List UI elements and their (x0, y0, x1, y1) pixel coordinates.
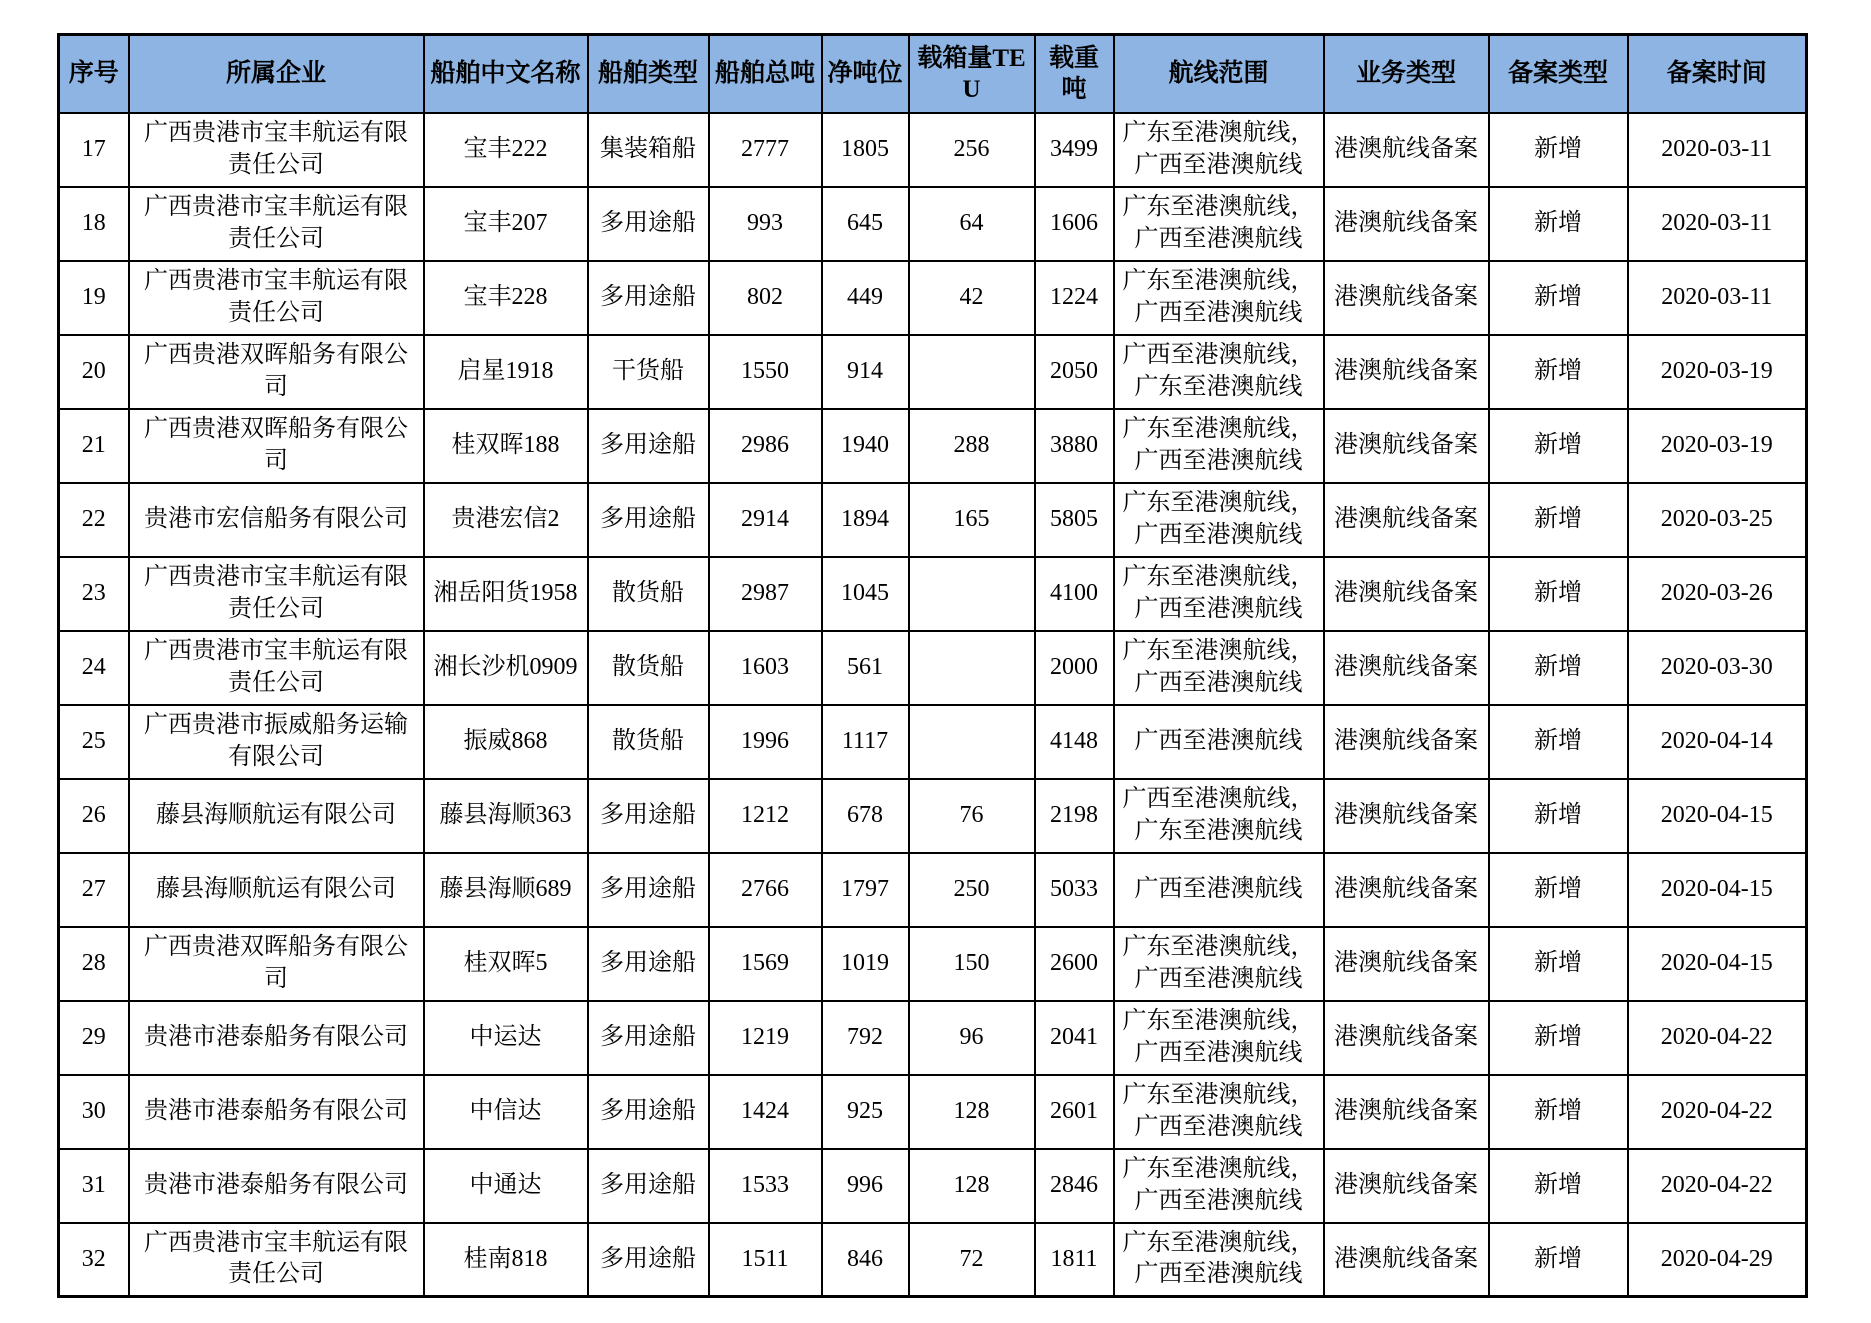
cell-deadweight: 2041 (1035, 1001, 1114, 1075)
cell-company: 贵港市港泰船务有限公司 (129, 1001, 424, 1075)
cell-ship-type: 多用途船 (588, 853, 709, 927)
cell-filing-type: 新增 (1489, 779, 1628, 853)
cell-teu (909, 557, 1035, 631)
cell-business-type: 港澳航线备案 (1324, 483, 1489, 557)
cell-ship-name: 中信达 (424, 1075, 588, 1149)
table-body (59, 113, 1807, 1297)
cell-ship-type: 多用途船 (588, 409, 709, 483)
cell-route: 广东至港澳航线，广西至港澳航线 (1114, 483, 1324, 557)
table-row (59, 113, 1807, 187)
cell-net-tonnage: 449 (822, 261, 909, 335)
cell-company: 广西贵港市振威船务运输有限公司 (129, 705, 424, 779)
cell-company: 广西贵港双晖船务有限公司 (129, 927, 424, 1001)
cell-ship-name: 宝丰222 (424, 113, 588, 187)
column-header-ship-type: 船舶类型 (588, 35, 709, 113)
cell-teu: 288 (909, 409, 1035, 483)
cell-company: 藤县海顺航运有限公司 (129, 853, 424, 927)
cell-ship-name: 桂双晖188 (424, 409, 588, 483)
cell-teu: 128 (909, 1075, 1035, 1149)
cell-net-tonnage: 914 (822, 335, 909, 409)
cell-net-tonnage: 1117 (822, 705, 909, 779)
table-row (59, 631, 1807, 705)
cell-gross-tonnage: 1219 (709, 1001, 822, 1075)
cell-ship-name: 中通达 (424, 1149, 588, 1223)
cell-deadweight: 3880 (1035, 409, 1114, 483)
column-header-deadweight: 载重吨 (1035, 35, 1114, 113)
cell-company: 广西贵港市宝丰航运有限责任公司 (129, 1223, 424, 1297)
cell-ship-name: 湘岳阳货1958 (424, 557, 588, 631)
cell-filing-type: 新增 (1489, 557, 1628, 631)
cell-seq: 23 (59, 557, 129, 631)
cell-ship-type: 多用途船 (588, 1075, 709, 1149)
cell-filing-type: 新增 (1489, 705, 1628, 779)
cell-gross-tonnage: 2777 (709, 113, 822, 187)
table-row (59, 261, 1807, 335)
cell-net-tonnage: 561 (822, 631, 909, 705)
cell-route: 广东至港澳航线，广西至港澳航线 (1114, 1075, 1324, 1149)
cell-filing-type: 新增 (1489, 187, 1628, 261)
table-row (59, 705, 1807, 779)
cell-seq: 30 (59, 1075, 129, 1149)
cell-teu: 96 (909, 1001, 1035, 1075)
cell-business-type: 港澳航线备案 (1324, 1223, 1489, 1297)
table-row (59, 483, 1807, 557)
column-header-ship-name: 船舶中文名称 (424, 35, 588, 113)
cell-filing-type: 新增 (1489, 1149, 1628, 1223)
cell-seq: 31 (59, 1149, 129, 1223)
column-header-business-type: 业务类型 (1324, 35, 1489, 113)
cell-ship-type: 散货船 (588, 631, 709, 705)
cell-deadweight: 4100 (1035, 557, 1114, 631)
cell-seq: 17 (59, 113, 129, 187)
table-row (59, 187, 1807, 261)
cell-ship-type: 多用途船 (588, 483, 709, 557)
cell-company: 广西贵港市宝丰航运有限责任公司 (129, 113, 424, 187)
column-header-filing-type: 备案类型 (1489, 35, 1628, 113)
cell-filing-type: 新增 (1489, 409, 1628, 483)
cell-net-tonnage: 1045 (822, 557, 909, 631)
column-header-route: 航线范围 (1114, 35, 1324, 113)
cell-gross-tonnage: 1212 (709, 779, 822, 853)
cell-filing-type: 新增 (1489, 1001, 1628, 1075)
cell-filing-type: 新增 (1489, 1075, 1628, 1149)
cell-company: 贵港市宏信船务有限公司 (129, 483, 424, 557)
cell-ship-type: 多用途船 (588, 927, 709, 1001)
cell-route: 广西至港澳航线 (1114, 853, 1324, 927)
cell-filing-date: 2020-04-22 (1628, 1075, 1807, 1149)
cell-teu (909, 335, 1035, 409)
cell-net-tonnage: 792 (822, 1001, 909, 1075)
table-row (59, 1075, 1807, 1149)
cell-company: 藤县海顺航运有限公司 (129, 779, 424, 853)
cell-gross-tonnage: 1603 (709, 631, 822, 705)
cell-filing-date: 2020-03-25 (1628, 483, 1807, 557)
cell-route: 广西至港澳航线，广东至港澳航线 (1114, 335, 1324, 409)
cell-ship-name: 桂南818 (424, 1223, 588, 1297)
cell-company: 广西贵港双晖船务有限公司 (129, 335, 424, 409)
cell-gross-tonnage: 1533 (709, 1149, 822, 1223)
table-row (59, 1223, 1807, 1297)
cell-seq: 21 (59, 409, 129, 483)
cell-teu: 128 (909, 1149, 1035, 1223)
cell-ship-name: 桂双晖5 (424, 927, 588, 1001)
table-header-row (59, 35, 1807, 113)
cell-filing-date: 2020-04-15 (1628, 779, 1807, 853)
cell-seq: 29 (59, 1001, 129, 1075)
cell-business-type: 港澳航线备案 (1324, 853, 1489, 927)
cell-gross-tonnage: 1511 (709, 1223, 822, 1297)
cell-business-type: 港澳航线备案 (1324, 261, 1489, 335)
cell-teu: 150 (909, 927, 1035, 1001)
cell-company: 广西贵港市宝丰航运有限责任公司 (129, 187, 424, 261)
cell-seq: 28 (59, 927, 129, 1001)
cell-business-type: 港澳航线备案 (1324, 187, 1489, 261)
cell-seq: 26 (59, 779, 129, 853)
column-header-filing-date: 备案时间 (1628, 35, 1807, 113)
cell-gross-tonnage: 802 (709, 261, 822, 335)
cell-deadweight: 2601 (1035, 1075, 1114, 1149)
cell-teu: 76 (909, 779, 1035, 853)
cell-gross-tonnage: 2986 (709, 409, 822, 483)
cell-company: 广西贵港市宝丰航运有限责任公司 (129, 631, 424, 705)
cell-deadweight: 1606 (1035, 187, 1114, 261)
cell-deadweight: 2846 (1035, 1149, 1114, 1223)
cell-ship-type: 散货船 (588, 705, 709, 779)
cell-business-type: 港澳航线备案 (1324, 557, 1489, 631)
cell-filing-date: 2020-03-11 (1628, 187, 1807, 261)
cell-seq: 22 (59, 483, 129, 557)
cell-filing-date: 2020-03-19 (1628, 409, 1807, 483)
cell-business-type: 港澳航线备案 (1324, 631, 1489, 705)
cell-ship-type: 多用途船 (588, 779, 709, 853)
cell-filing-date: 2020-03-19 (1628, 335, 1807, 409)
cell-filing-date: 2020-03-11 (1628, 113, 1807, 187)
cell-gross-tonnage: 1550 (709, 335, 822, 409)
cell-company: 贵港市港泰船务有限公司 (129, 1075, 424, 1149)
cell-filing-type: 新增 (1489, 261, 1628, 335)
cell-net-tonnage: 1894 (822, 483, 909, 557)
ship-filing-table (57, 33, 1808, 1298)
cell-seq: 32 (59, 1223, 129, 1297)
cell-route: 广东至港澳航线，广西至港澳航线 (1114, 1001, 1324, 1075)
cell-filing-type: 新增 (1489, 113, 1628, 187)
table-row (59, 409, 1807, 483)
cell-teu (909, 631, 1035, 705)
cell-company: 贵港市港泰船务有限公司 (129, 1149, 424, 1223)
cell-filing-type: 新增 (1489, 927, 1628, 1001)
cell-deadweight: 2198 (1035, 779, 1114, 853)
cell-route: 广东至港澳航线，广西至港澳航线 (1114, 409, 1324, 483)
cell-seq: 27 (59, 853, 129, 927)
table-row (59, 853, 1807, 927)
table-row (59, 1001, 1807, 1075)
cell-ship-type: 多用途船 (588, 1223, 709, 1297)
cell-deadweight: 1224 (1035, 261, 1114, 335)
cell-deadweight: 5805 (1035, 483, 1114, 557)
column-header-net-tonnage: 净吨位 (822, 35, 909, 113)
cell-net-tonnage: 925 (822, 1075, 909, 1149)
cell-deadweight: 2050 (1035, 335, 1114, 409)
column-header-company: 所属企业 (129, 35, 424, 113)
cell-business-type: 港澳航线备案 (1324, 705, 1489, 779)
cell-net-tonnage: 645 (822, 187, 909, 261)
cell-seq: 19 (59, 261, 129, 335)
cell-seq: 20 (59, 335, 129, 409)
cell-ship-name: 湘长沙机0909 (424, 631, 588, 705)
cell-route: 广西至港澳航线，广东至港澳航线 (1114, 779, 1324, 853)
cell-filing-type: 新增 (1489, 1223, 1628, 1297)
cell-ship-name: 启星1918 (424, 335, 588, 409)
cell-seq: 24 (59, 631, 129, 705)
cell-route: 广东至港澳航线，广西至港澳航线 (1114, 631, 1324, 705)
cell-net-tonnage: 1805 (822, 113, 909, 187)
cell-business-type: 港澳航线备案 (1324, 927, 1489, 1001)
cell-filing-type: 新增 (1489, 631, 1628, 705)
cell-filing-date: 2020-04-15 (1628, 853, 1807, 927)
cell-teu: 256 (909, 113, 1035, 187)
cell-filing-date: 2020-03-26 (1628, 557, 1807, 631)
cell-net-tonnage: 1019 (822, 927, 909, 1001)
cell-ship-type: 多用途船 (588, 261, 709, 335)
cell-filing-date: 2020-03-11 (1628, 261, 1807, 335)
cell-ship-type: 多用途船 (588, 187, 709, 261)
cell-ship-type: 多用途船 (588, 1001, 709, 1075)
cell-filing-type: 新增 (1489, 853, 1628, 927)
column-header-gross-tonnage: 船舶总吨 (709, 35, 822, 113)
cell-business-type: 港澳航线备案 (1324, 1149, 1489, 1223)
cell-net-tonnage: 996 (822, 1149, 909, 1223)
cell-net-tonnage: 678 (822, 779, 909, 853)
cell-deadweight: 3499 (1035, 113, 1114, 187)
cell-ship-name: 振威868 (424, 705, 588, 779)
cell-business-type: 港澳航线备案 (1324, 409, 1489, 483)
cell-gross-tonnage: 993 (709, 187, 822, 261)
cell-filing-date: 2020-04-22 (1628, 1001, 1807, 1075)
cell-filing-type: 新增 (1489, 483, 1628, 557)
cell-teu: 165 (909, 483, 1035, 557)
cell-teu: 72 (909, 1223, 1035, 1297)
cell-teu: 42 (909, 261, 1035, 335)
cell-route: 广东至港澳航线，广西至港澳航线 (1114, 187, 1324, 261)
cell-ship-type: 干货船 (588, 335, 709, 409)
cell-deadweight: 4148 (1035, 705, 1114, 779)
cell-ship-name: 中运达 (424, 1001, 588, 1075)
table-row (59, 1149, 1807, 1223)
cell-company: 广西贵港市宝丰航运有限责任公司 (129, 261, 424, 335)
cell-filing-date: 2020-04-29 (1628, 1223, 1807, 1297)
cell-teu: 250 (909, 853, 1035, 927)
cell-deadweight: 2600 (1035, 927, 1114, 1001)
cell-gross-tonnage: 1424 (709, 1075, 822, 1149)
cell-business-type: 港澳航线备案 (1324, 779, 1489, 853)
cell-filing-date: 2020-04-14 (1628, 705, 1807, 779)
cell-gross-tonnage: 2766 (709, 853, 822, 927)
cell-ship-name: 藤县海顺689 (424, 853, 588, 927)
cell-seq: 25 (59, 705, 129, 779)
cell-ship-name: 藤县海顺363 (424, 779, 588, 853)
cell-route: 广西至港澳航线 (1114, 705, 1324, 779)
cell-gross-tonnage: 2914 (709, 483, 822, 557)
cell-business-type: 港澳航线备案 (1324, 335, 1489, 409)
cell-business-type: 港澳航线备案 (1324, 1075, 1489, 1149)
cell-route: 广东至港澳航线，广西至港澳航线 (1114, 1223, 1324, 1297)
cell-business-type: 港澳航线备案 (1324, 1001, 1489, 1075)
cell-business-type: 港澳航线备案 (1324, 113, 1489, 187)
column-header-teu: 载箱量TEU (909, 35, 1035, 113)
cell-ship-type: 散货船 (588, 557, 709, 631)
cell-route: 广东至港澳航线，广西至港澳航线 (1114, 1149, 1324, 1223)
table-row (59, 927, 1807, 1001)
cell-ship-name: 贵港宏信2 (424, 483, 588, 557)
cell-ship-name: 宝丰228 (424, 261, 588, 335)
cell-filing-date: 2020-04-22 (1628, 1149, 1807, 1223)
cell-route: 广东至港澳航线，广西至港澳航线 (1114, 927, 1324, 1001)
cell-filing-date: 2020-04-15 (1628, 927, 1807, 1001)
cell-gross-tonnage: 2987 (709, 557, 822, 631)
cell-deadweight: 2000 (1035, 631, 1114, 705)
cell-net-tonnage: 846 (822, 1223, 909, 1297)
table-row (59, 335, 1807, 409)
cell-company: 广西贵港市宝丰航运有限责任公司 (129, 557, 424, 631)
cell-route: 广东至港澳航线，广西至港澳航线 (1114, 113, 1324, 187)
column-header-seq: 序号 (59, 35, 129, 113)
cell-filing-type: 新增 (1489, 335, 1628, 409)
cell-company: 广西贵港双晖船务有限公司 (129, 409, 424, 483)
cell-gross-tonnage: 1996 (709, 705, 822, 779)
cell-gross-tonnage: 1569 (709, 927, 822, 1001)
cell-route: 广东至港澳航线，广西至港澳航线 (1114, 261, 1324, 335)
cell-net-tonnage: 1797 (822, 853, 909, 927)
cell-net-tonnage: 1940 (822, 409, 909, 483)
cell-seq: 18 (59, 187, 129, 261)
table-row (59, 779, 1807, 853)
cell-ship-name: 宝丰207 (424, 187, 588, 261)
cell-ship-type: 集装箱船 (588, 113, 709, 187)
cell-route: 广东至港澳航线，广西至港澳航线 (1114, 557, 1324, 631)
cell-deadweight: 1811 (1035, 1223, 1114, 1297)
cell-teu (909, 705, 1035, 779)
table-row (59, 557, 1807, 631)
cell-teu: 64 (909, 187, 1035, 261)
cell-ship-type: 多用途船 (588, 1149, 709, 1223)
cell-deadweight: 5033 (1035, 853, 1114, 927)
cell-filing-date: 2020-03-30 (1628, 631, 1807, 705)
